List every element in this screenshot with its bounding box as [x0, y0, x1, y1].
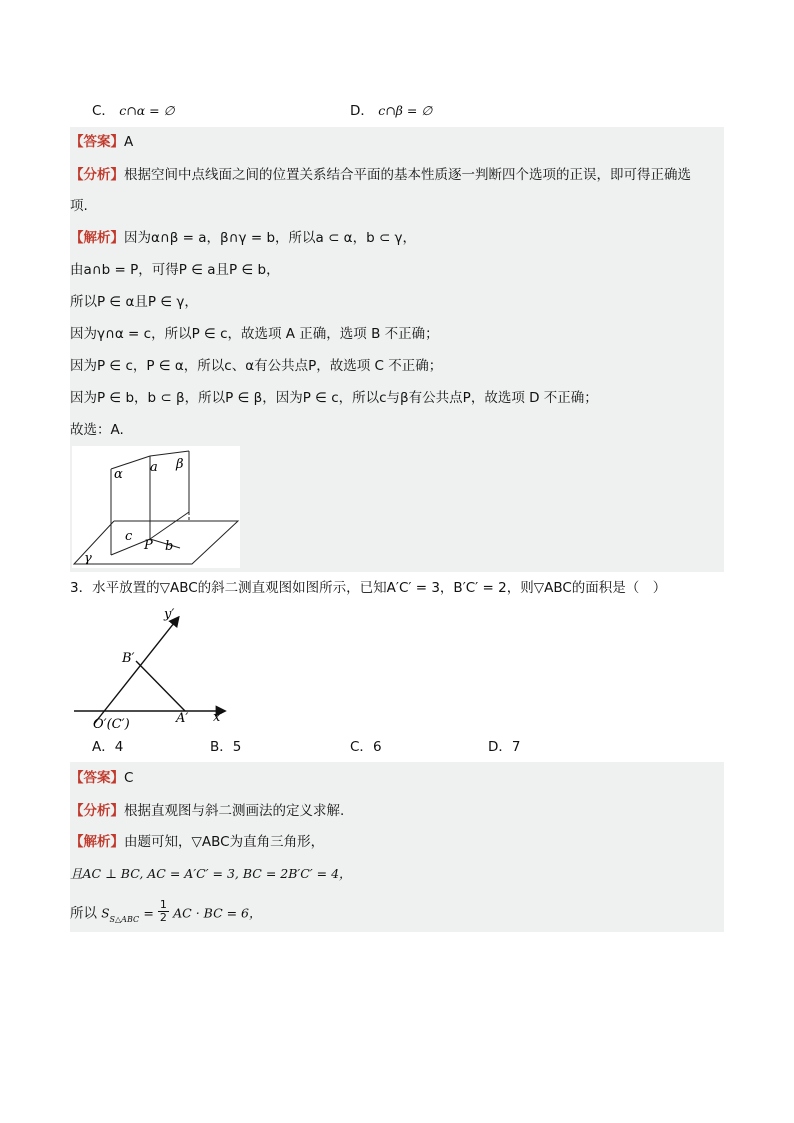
solution-line-q3-1: 【解析】由题可知，▽ABC为直角三角形， — [70, 834, 325, 850]
label-p: P — [144, 538, 153, 553]
solution-line-6: 因为P ∈ b，b ⊂ β，所以P ∈ β，因为P ∈ c，所以c与β有公共点P，故选项 D 不正确； — [70, 390, 598, 406]
analysis-line-2: 项. — [70, 198, 88, 214]
label-c: c — [125, 529, 133, 544]
analysis-line-1: 【分析】根据空间中点线面之间的位置关系结合平面的基本性质逐一判断四个选项的正误，即可得正确选 — [70, 167, 691, 183]
analysis-line-q3: 【分析】根据直观图与斜二测画法的定义求解. — [70, 803, 345, 819]
option-d: D． c∩β = ∅ — [350, 103, 433, 119]
solution-line-1: 【解析】因为α∩β = a，β∩γ = b，所以a ⊂ α，b ⊂ γ， — [70, 230, 417, 246]
oblique-drawing-figure — [72, 604, 232, 730]
area-subscript: S△ABC — [109, 914, 140, 924]
question-3-text: 3．水平放置的▽ABC的斜二测直观图如图所示，已知A′C′ = 3，B′C′ = 2，则▽ABC的面积是（ ） — [70, 580, 667, 596]
answer-line-2: 【答案】C — [70, 770, 134, 786]
label-origin: O′(C′) — [93, 717, 130, 730]
option-d-q3: D．7 — [488, 739, 521, 755]
label-beta: β — [176, 457, 184, 472]
label-b-prime: B′ — [122, 651, 135, 666]
solution-line-q3-2: 且AC ⊥ BC, AC = A′C′ = 3, BC = 2B′C′ = 4， — [70, 866, 352, 881]
answer-line-1: 【答案】A — [70, 134, 134, 150]
option-b: B．5 — [210, 739, 242, 755]
solution-line-q3-3: 所以 $S_{S\triangle ABC}$ = $\frac{1}{2}$ AC · BC = 6， — [70, 898, 262, 924]
solution-line-4: 因为γ∩α = c，所以P ∈ c，故选项 A 正确，选项 B 不正确； — [70, 326, 439, 342]
option-c-q3: C．6 — [350, 739, 382, 755]
label-b: b — [165, 539, 174, 554]
solution-line-3: 所以P ∈ α且P ∈ γ， — [70, 294, 198, 310]
solution-line-7: 故选：A. — [70, 422, 124, 438]
label-y-axis: y′ — [164, 607, 175, 622]
label-gamma: γ — [84, 551, 92, 566]
label-x-axis: x′ — [213, 710, 224, 725]
label-a: a — [150, 460, 158, 475]
option-c: C． c∩α = ∅ — [92, 103, 175, 119]
label-alpha: α — [114, 467, 123, 482]
solution-line-2: 由a∩b = P，可得P ∈ a且P ∈ b， — [70, 262, 280, 278]
planes-figure — [72, 446, 240, 568]
option-a: A．4 — [92, 739, 124, 755]
label-a-prime: A′ — [176, 711, 189, 726]
fraction-half: $\frac{1}{2}$ — [159, 898, 167, 924]
solution-line-5: 因为P ∈ c，P ∈ α，所以c、α有公共点P，故选项 C 不正确； — [70, 358, 443, 374]
